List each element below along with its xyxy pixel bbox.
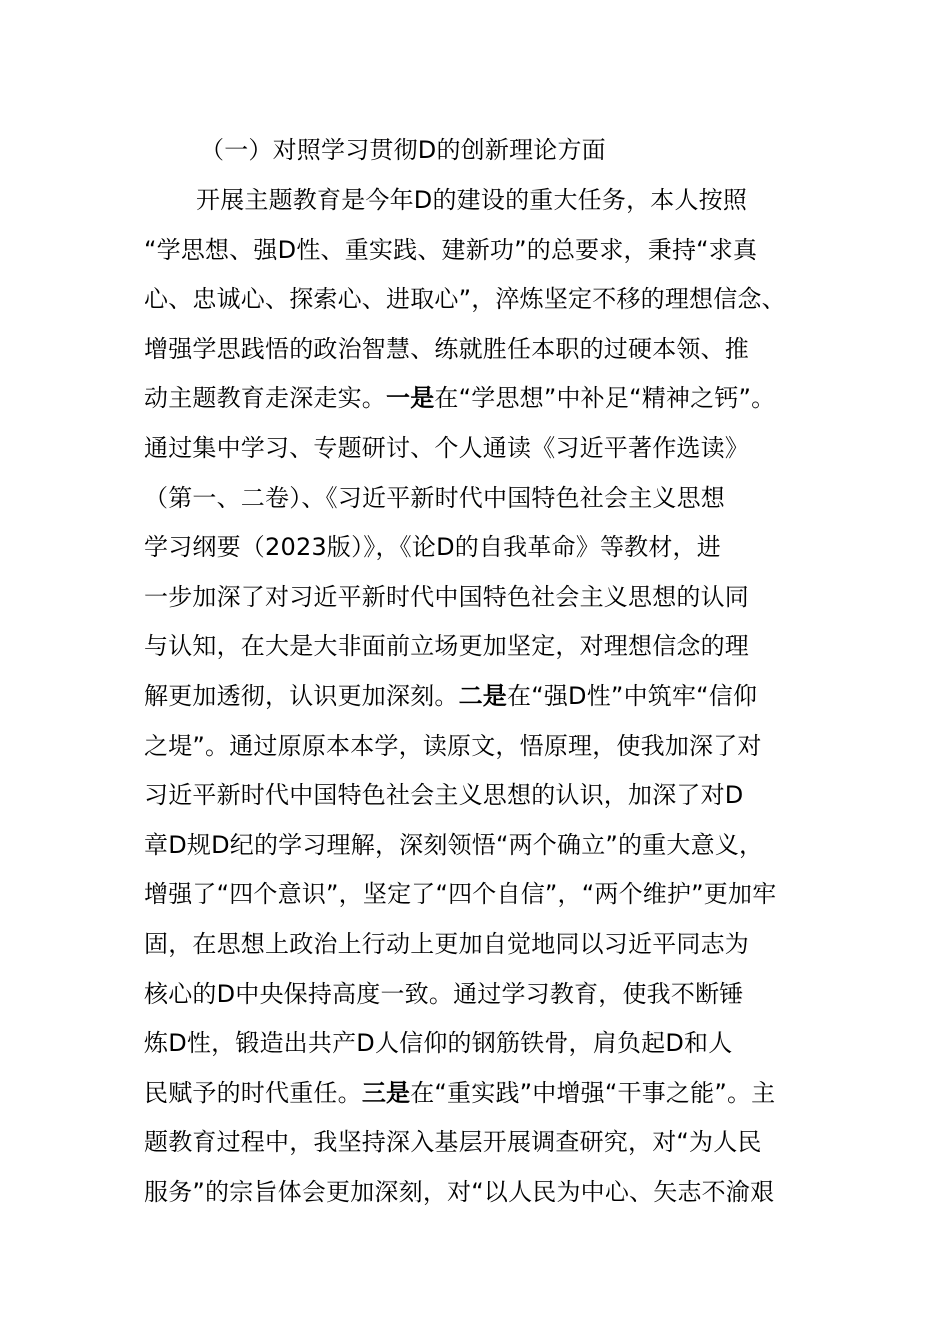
text-segment: 与认知，在大是大非面前立场更加坚定，对理想信念的理	[144, 632, 749, 661]
text-segment: 心、忠诚心、探索心、进取心”，淬炼坚定不移的理想信念、	[144, 285, 786, 314]
text-segment: 民赋予的时代重任。	[144, 1078, 362, 1107]
text-segment: 一步加深了对习近平新时代中国特色社会主义思想的认同	[144, 582, 749, 611]
text-segment: 核心的D中央保持高度一致。通过学习教育，使我不断锤	[144, 979, 744, 1008]
text-line	[144, 283, 786, 315]
section-heading: （一）对照学习贯彻D的创新理论方面	[200, 136, 606, 164]
text-line	[144, 1176, 774, 1208]
text-line	[144, 1027, 732, 1059]
text-line	[144, 680, 757, 712]
text-line	[144, 1126, 762, 1158]
text-line	[144, 432, 749, 464]
text-line	[144, 928, 749, 960]
text-line	[144, 333, 749, 365]
text-line	[144, 630, 749, 662]
text-segment: 之堤”。通过原原本本学，读原文，悟原理，使我加深了对	[144, 731, 762, 760]
text-segment: （第一、二卷）、《习近平新时代中国特色社会主义思想	[144, 483, 725, 512]
text-segment: 增强学思践悟的政治智慧、练就胜任本职的过硬本领、推	[144, 334, 749, 363]
text-line	[144, 531, 721, 563]
text-segment: 在“重实践”中增强“干事之能”。主	[410, 1078, 776, 1107]
text-segment: 章D规D纪的学习理解，深刻领悟“两个确立”的重大意义，	[144, 830, 764, 859]
text-segment: 通过集中学习、专题研讨、个人通读《习近平著作选读》	[144, 434, 749, 462]
bold-marker: 一是	[386, 384, 435, 413]
text-line	[144, 482, 725, 514]
text-segment: 炼D性，锻造出共产D人信仰的钢筋铁骨，肩负起D和人	[144, 1029, 733, 1058]
text-segment: 服务”的宗旨体会更加深刻，对“以人民为中心、矢志不渝艰	[144, 1178, 775, 1206]
text-segment: 解更加透彻，认识更加深刻。	[144, 682, 459, 710]
text-line	[144, 382, 775, 414]
text-segment: 开展主题教育是今年D的建设的重大任务，本人按照	[196, 186, 748, 214]
text-line	[144, 779, 743, 811]
text-line	[144, 234, 757, 266]
bold-marker: 三是	[361, 1078, 411, 1107]
text-line	[144, 878, 776, 910]
text-segment: 题教育过程中，我坚持深入基层开展调查研究，对“为人民	[144, 1128, 762, 1157]
text-segment: 动主题教育走深走实。	[144, 384, 386, 413]
text-line	[144, 978, 743, 1010]
text-segment: 固，在思想上政治上行动上更加自觉地同以习近平同志为	[144, 930, 749, 958]
text-segment: 习近平新时代中国特色社会主义思想的认识，加深了对D	[144, 781, 744, 810]
text-line	[144, 829, 763, 861]
text-segment: 在“强D性”中筑牢“信仰	[507, 682, 758, 710]
text-segment: 增强了“四个意识”，坚定了“四个自信”，“两个维护”更加牢	[144, 880, 777, 909]
text-line	[144, 581, 749, 613]
text-line	[144, 1077, 775, 1109]
text-segment: 在“学思想”中补足“精神之钙”。	[434, 384, 776, 413]
text-segment: 学习纲要（2023版）》，《论D的自我革命》等教材，进	[144, 533, 721, 562]
text-segment: “学思想、强D性、重实践、建新功”的总要求，秉持“求真	[144, 235, 758, 264]
text-line	[144, 730, 762, 762]
bold-marker: 二是	[458, 682, 508, 710]
text-line	[196, 184, 747, 216]
